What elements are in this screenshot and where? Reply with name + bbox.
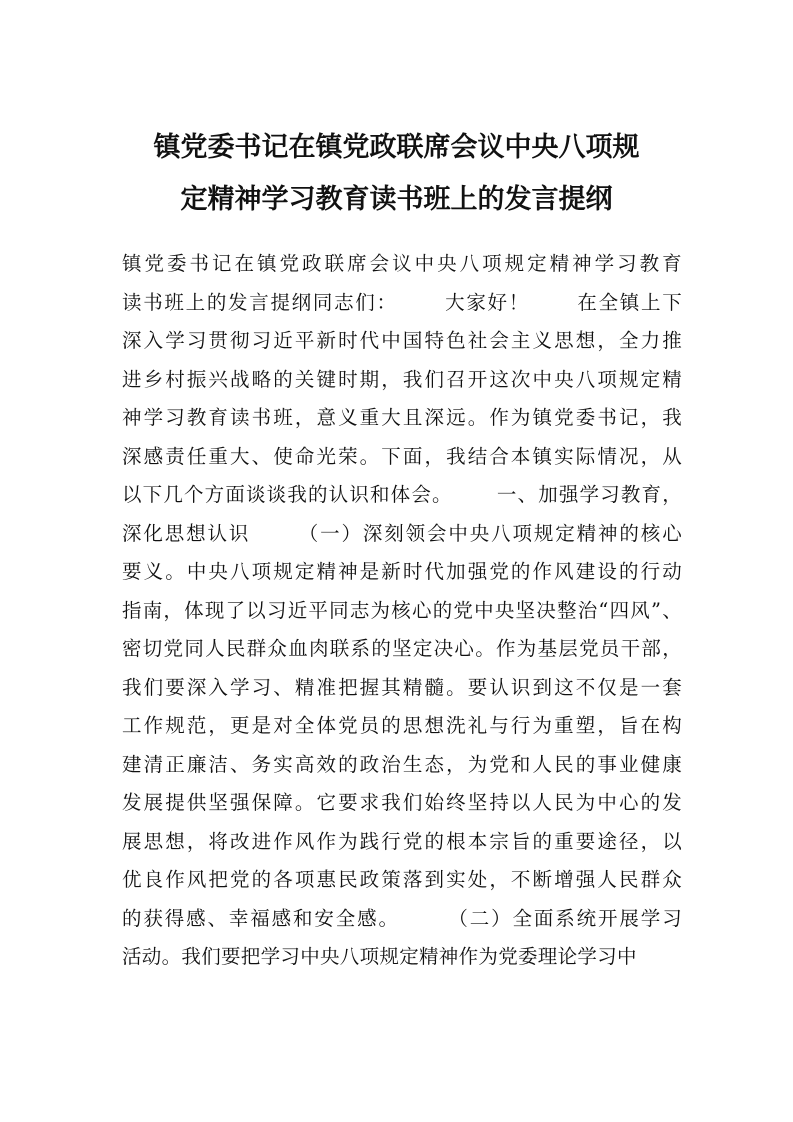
body-line-14: 建清正廉洁、务实高效的政治生态，为党和人民的事业健康 xyxy=(122,752,682,776)
title-line-1: 镇党委书记在镇党政联席会议中央八项规 xyxy=(153,132,640,163)
body-line-9: 要义。中央八项规定精神是新时代加强党的作风建设的行动 xyxy=(122,560,682,583)
body-line-11: 密切党同人民群众血肉联系的坚定决心。作为基层党员干部， xyxy=(122,637,682,660)
document-body xyxy=(122,245,682,977)
body-line-5: 神学习教育读书班，意义重大且深远。作为镇党委书记，我 xyxy=(122,406,682,429)
body-line-15: 发展提供坚强保障。它要求我们始终坚持以人民为中心的发 xyxy=(122,791,682,814)
body-line-19: 活动。我们要把学习中央八项规定精神作为党委理论学习中 xyxy=(122,945,637,968)
body-line-16: 展思想，将改进作风作为践行党的根本宗旨的重要途径，以 xyxy=(122,829,682,853)
body-line-7: 以下几个方面谈谈我的认识和体会。 一、加强学习教育， xyxy=(122,483,682,506)
body-line-18: 的获得感、幸福感和安全感。 （二）全面系统开展学习 xyxy=(122,906,682,930)
body-line-6: 深感责任重大、使命光荣。下面，我结合本镇实际情况，从 xyxy=(122,444,682,468)
body-line-12: 我们要深入学习、精准把握其精髓。要认识到这不仅是一套 xyxy=(122,675,682,699)
body-line-17: 优良作风把党的各项惠民政策落到实处，不断增强人民群众 xyxy=(122,868,682,891)
document-title xyxy=(96,122,697,226)
body-line-3: 深入学习贯彻习近平新时代中国特色社会主义思想，全力推 xyxy=(122,329,682,352)
body-line-10: 指南，体现了以习近平同志为核心的党中央坚决整治“四风”、 xyxy=(122,598,682,622)
body-line-13: 工作规范，更是对全体党员的思想洗礼与行为重塑，旨在构 xyxy=(122,714,682,737)
body-line-4: 进乡村振兴战略的关键时期，我们召开这次中央八项规定精 xyxy=(122,367,682,391)
body-line-8: 深化思想认识 （一）深刻领会中央八项规定精神的核心 xyxy=(122,521,682,545)
body-line-1: 镇党委书记在镇党政联席会议中央八项规定精神学习教育 xyxy=(122,252,682,275)
body-line-2: 读书班上的发言提纲同志们： 大家好！ 在全镇上下 xyxy=(122,290,682,314)
title-line-2: 定精神学习教育读书班上的发言提纲 xyxy=(180,184,613,215)
